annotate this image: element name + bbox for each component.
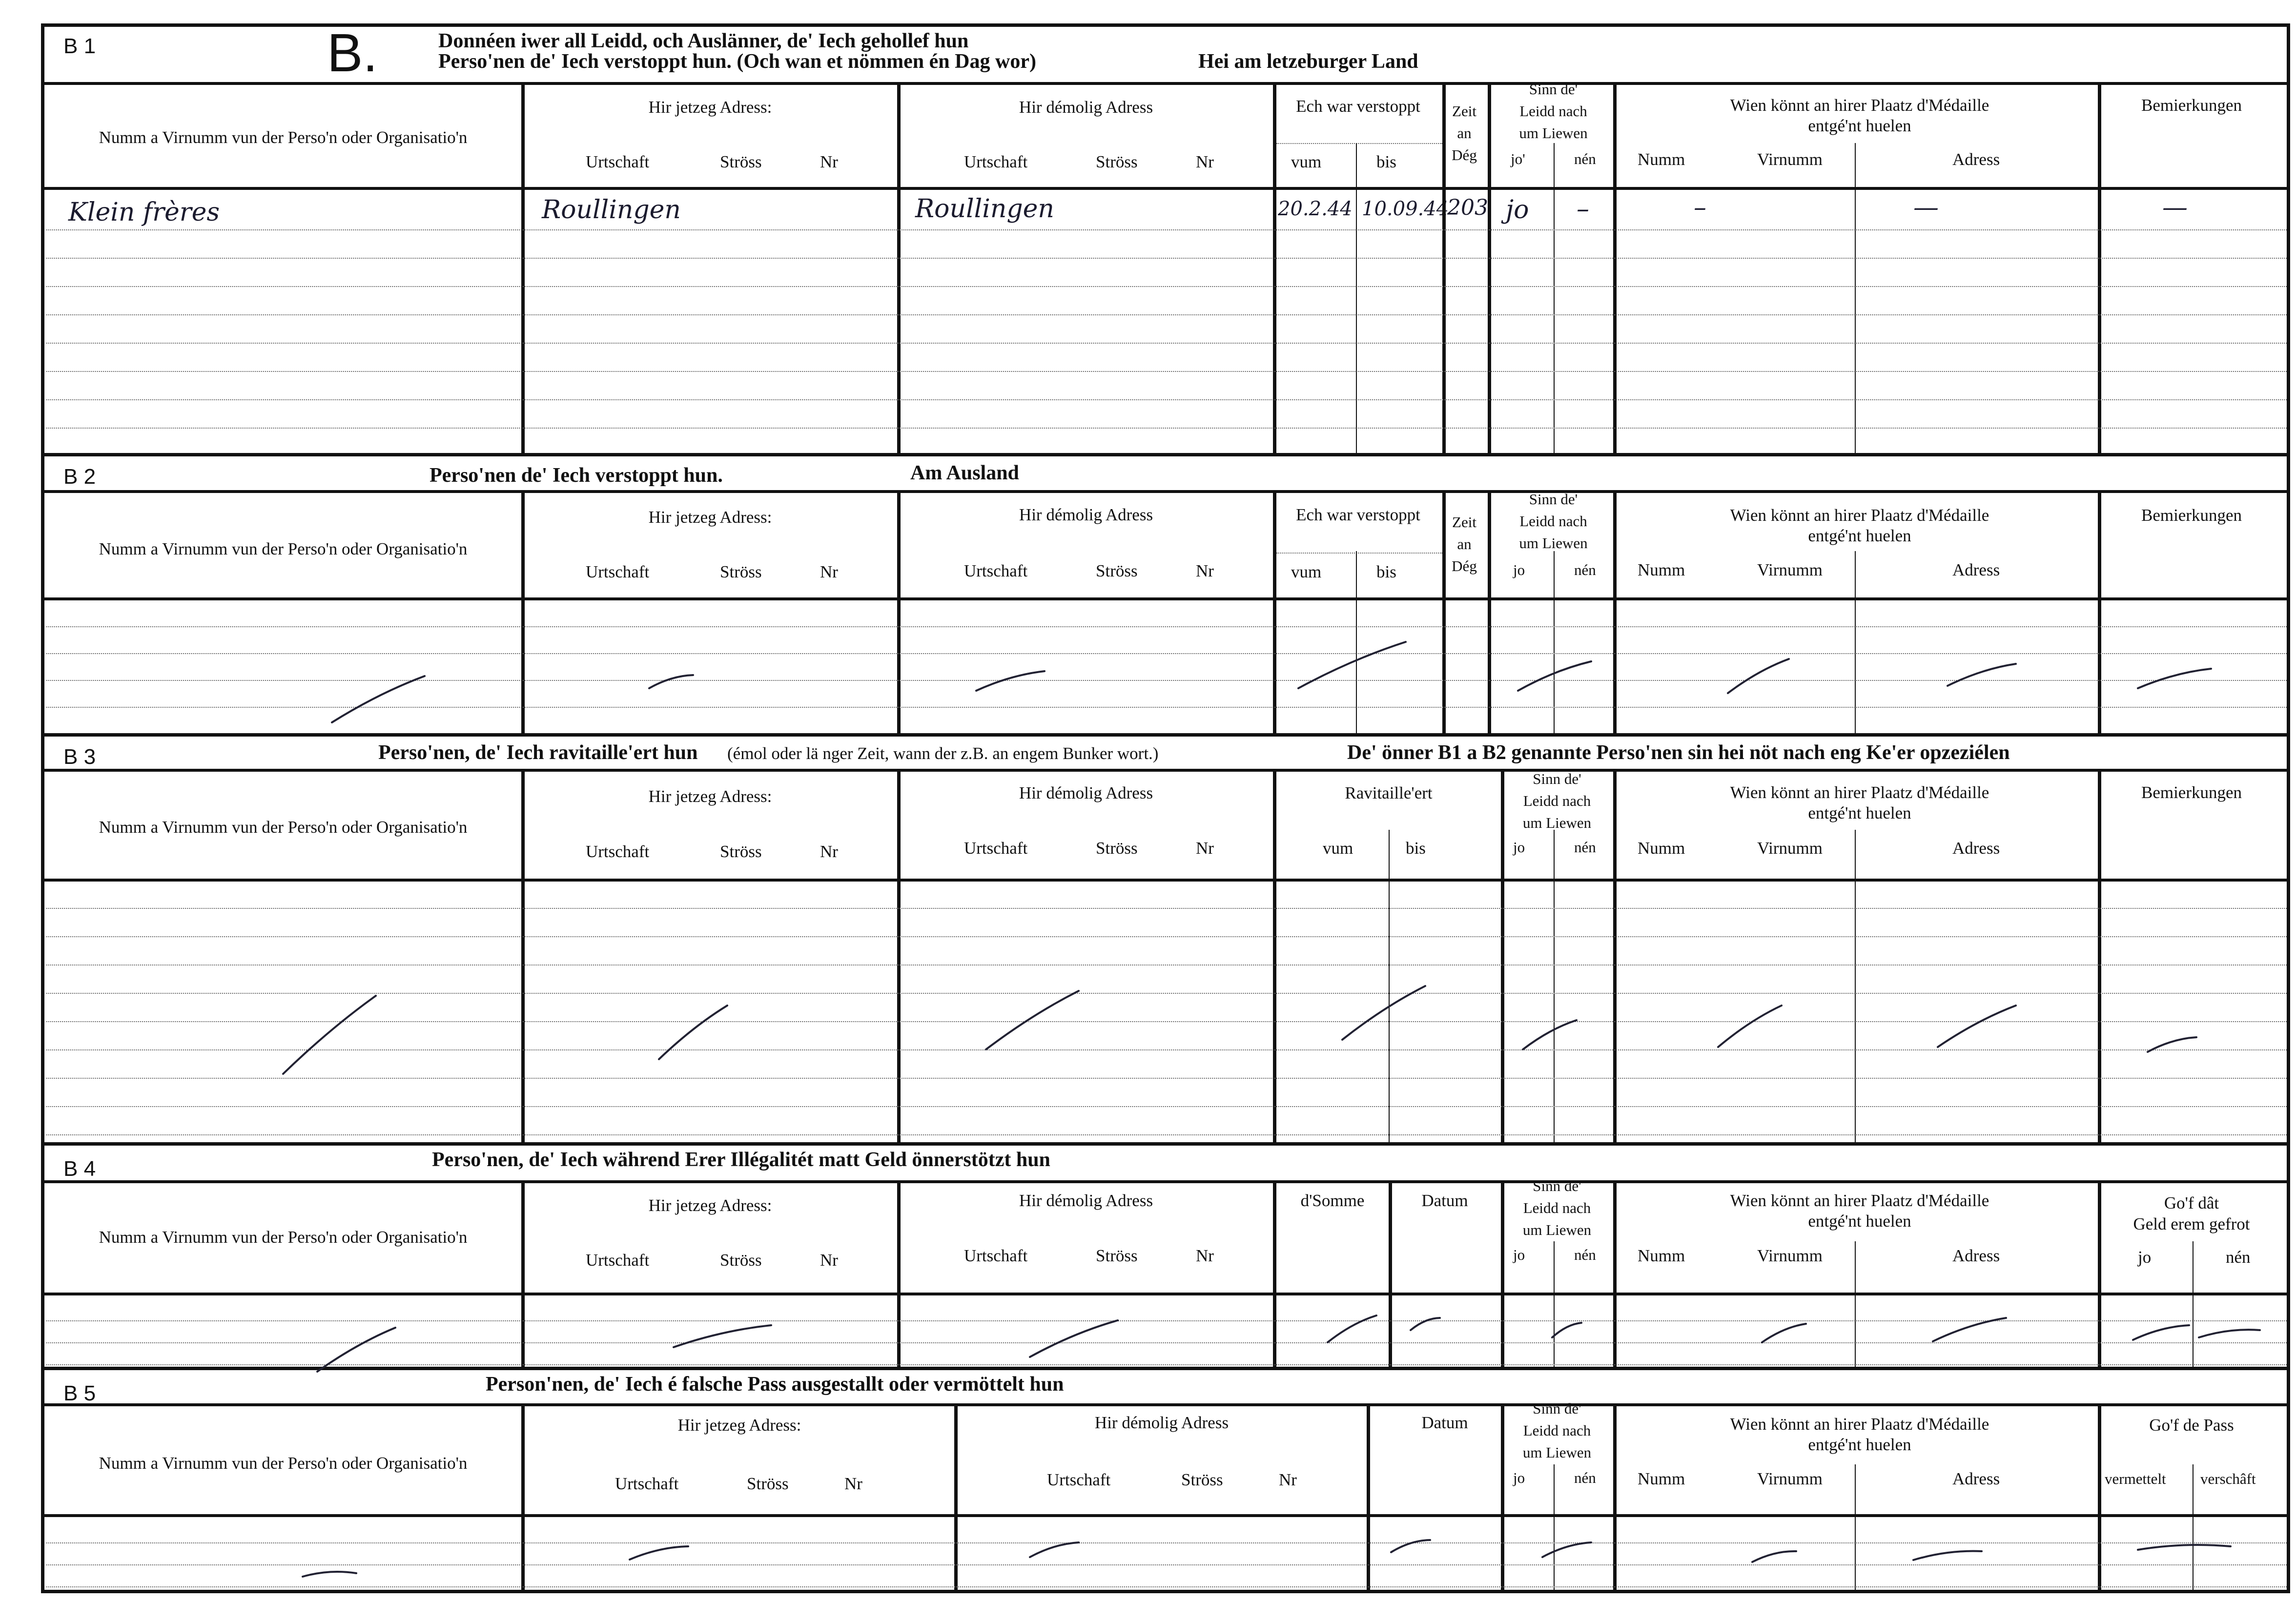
pen-stroke [1913,1551,1982,1560]
col-alive-header: Sinn de' [1533,1400,1581,1417]
pen-stroke [1328,1315,1376,1342]
col-street-header: Ströss [1096,1246,1138,1265]
pen-stroke [649,675,693,688]
col-street-header: Ströss [1096,561,1138,580]
pen-stroke [1542,1542,1591,1557]
col-name-header: Numm a Virnumm vun der Perso'n oder Organisatio'n [99,818,468,837]
col-to-header: bis [1406,839,1426,858]
col-m-name-header: Numm [1638,1246,1685,1265]
pen-stroke [1948,664,2016,686]
pen-stroke [1342,986,1425,1040]
col-yes-header: jo [1513,1469,1525,1486]
pen-stroke [1030,1320,1118,1357]
entry-days: 203 [1447,195,1488,220]
col-alive-header-3: um Liewen [1522,1221,1592,1238]
entry-yes: jo [1506,195,1529,225]
section-subtitle: Perso'nen de' Iech verstoppt hun. (Och wan et nömmen én Dag wor) [438,50,1036,73]
col-name-header: Numm a Virnumm vun der Perso'n oder Organisatio'n [99,1228,468,1247]
col-name-header: Numm a Virnumm vun der Perso'n oder Organisatio'n [99,539,468,558]
entry-medal-addr: — [1913,193,1939,222]
pen-stroke [283,996,376,1074]
col-nr-header: Nr [1196,839,1214,858]
col-m-first-header: Virnumm [1757,1469,1823,1488]
section-note-2: De' önner B1 a B2 genannte Perso'nen sin hei nöt nach eng Ke'er opzeziélen [1347,741,2010,764]
col-medal-header: Wien könnt an hirer Plaatz d'Médaille [1730,1191,1989,1210]
col-place-header: Urtschaft [586,842,650,861]
col-time-header: Zeit [1452,103,1476,120]
col-time-header-3: Dég [1452,146,1477,164]
section-id: B 2 [63,465,96,489]
section-id: B 4 [63,1157,96,1181]
col-from-header: vum [1291,152,1322,171]
col-pass-mediated-header: vermettelt [2105,1470,2166,1487]
pen-stroke [1391,1540,1430,1552]
pen-stroke [1938,1006,2016,1047]
col-from-header: vum [1291,562,1322,581]
entry-no: – [1577,194,1589,224]
col-name-header: Numm a Virnumm vun der Perso'n oder Organisatio'n [99,128,468,147]
pen-stroke [630,1546,688,1560]
pen-stroke [2138,669,2211,688]
col-time-header-3: Dég [1452,557,1477,575]
pen-stroke [2148,1037,2196,1052]
col-alive-header-3: um Liewen [1522,814,1592,831]
col-m-name-header: Numm [1638,150,1685,169]
col-nr-header: Nr [820,1251,838,1270]
entry-name: Klein frères [68,198,220,227]
col-addr-then-header: Hir démolig Adress [1019,98,1153,117]
col-alive-header: Sinn de' [1529,491,1578,508]
col-remarks-header: Bemierkungen [2141,783,2242,802]
col-m-first-header: Virnumm [1757,560,1823,579]
col-nr-header: Nr [844,1474,862,1493]
col-supplied-header: Ravitaille'ert [1345,783,1433,802]
col-gift-header: Go'f dât [2164,1193,2219,1212]
col-alive-header-3: um Liewen [1519,124,1588,142]
col-nr-header: Nr [1196,561,1214,580]
pen-stroke [976,671,1045,691]
col-addr-now-header: Hir jetzeg Adress: [648,787,772,806]
col-alive-header-2: Leidd nach [1523,1199,1591,1216]
section-title: Person'nen, de' Iech é falsche Pass ausgestallt oder vermöttelt hun [486,1373,1064,1396]
form-letter: B. [327,23,378,83]
col-street-header: Ströss [747,1474,789,1493]
col-nr-header: Nr [820,152,838,171]
col-m-addr-header: Adress [1952,839,2000,858]
col-hidden-header: Ech war verstoppt [1296,505,1420,524]
col-place-header: Urtschaft [586,1251,650,1270]
col-street-header: Ströss [1096,839,1138,858]
entry-to: 10.09.44 [1362,198,1449,220]
pen-stroke [332,676,425,722]
col-m-name-header: Numm [1638,560,1685,579]
pen-stroke [1718,1006,1782,1047]
col-m-addr-header: Adress [1952,1469,2000,1488]
pen-stroke [1762,1324,1806,1342]
col-m-name-header: Numm [1638,839,1685,858]
col-no-header: nén [1574,150,1596,167]
col-place-header: Urtschaft [586,562,650,581]
col-nr-header: Nr [820,562,838,581]
col-m-first-header: Virnumm [1757,1246,1823,1265]
col-alive-header-3: um Liewen [1522,1444,1592,1461]
col-alive-header-2: Leidd nach [1523,792,1591,809]
col-street-header: Ströss [720,152,762,171]
col-street-header: Ströss [1096,152,1138,171]
col-gift-no-header: nén [2226,1248,2251,1267]
col-street-header: Ströss [720,1251,762,1270]
col-pass-header: Go'f de Pass [2149,1416,2234,1435]
section-location: Hei am letzeburger Land [1198,50,1418,73]
col-yes-header: jo [1513,561,1525,578]
col-yes-header: jo [1513,839,1525,856]
pen-stroke [1933,1318,2006,1341]
col-m-addr-header: Adress [1952,1246,2000,1265]
col-medal-header-2: entgé'nt huelen [1808,116,1911,135]
col-place-header: Urtschaft [586,152,650,171]
col-m-name-header: Numm [1638,1469,1685,1488]
col-addr-then-header: Hir démolig Adress [1019,1191,1153,1210]
pen-stroke [2133,1325,2189,1340]
col-addr-now-header: Hir jetzeg Adress: [677,1416,801,1435]
pen-stroke [1523,1020,1577,1049]
col-remarks-header: Bemierkungen [2141,96,2242,115]
col-medal-header: Wien könnt an hirer Plaatz d'Médaille [1730,783,1989,802]
col-medal-header-2: entgé'nt huelen [1808,803,1911,822]
col-addr-then-header: Hir démolig Adress [1094,1413,1229,1432]
col-pass-obtained-header: verschâft [2200,1470,2256,1487]
pen-stroke [2138,1545,2231,1550]
col-addr-now-header: Hir jetzeg Adress: [648,1196,772,1215]
pen-stroke [1518,661,1591,691]
col-time-header-2: an [1457,535,1472,553]
col-medal-header-2: entgé'nt huelen [1808,1212,1911,1231]
section-id: B 1 [63,34,96,58]
col-street-header: Ströss [720,562,762,581]
col-yes-header: jo [1513,1246,1525,1263]
pen-stroke [659,1006,727,1059]
col-to-header: bis [1376,562,1396,581]
entry-medal-name: – [1694,193,1706,222]
col-no-header: nén [1574,1246,1596,1263]
section-note: (émol oder lä nger Zeit, wann der z.B. an engem Bunker wort.) [727,744,1159,763]
pen-stroke [2199,1330,2260,1337]
entry-from: 20.2.44 [1278,198,1353,220]
pen-stroke [674,1325,771,1347]
col-remarks-header: Bemierkungen [2141,506,2242,525]
pen-stroke [1030,1542,1079,1557]
entry-addr-now: Roullingen [542,195,681,225]
col-from-header: vum [1323,839,1353,858]
col-date-header: Datum [1421,1191,1468,1210]
pen-stroke [1752,1551,1796,1562]
col-no-header: nén [1574,561,1596,578]
col-date-header: Datum [1421,1413,1468,1432]
col-nr-header: Nr [820,842,838,861]
col-no-header: nén [1574,1469,1596,1486]
col-time-header: Zeit [1452,513,1476,531]
col-place-header: Urtschaft [964,839,1028,858]
col-alive-header: Sinn de' [1533,770,1581,787]
col-medal-header-2: entgé'nt huelen [1808,526,1911,545]
col-place-header: Urtschaft [964,1246,1028,1265]
pen-stroke [1298,642,1406,688]
col-nr-header: Nr [1196,1246,1214,1265]
section-location: Am Ausland [910,462,1019,484]
section-title: Perso'nen, de' Iech ravitaille'ert hun [378,741,698,764]
col-name-header: Numm a Virnumm vun der Perso'n oder Organisatio'n [99,1454,468,1473]
col-alive-header-2: Leidd nach [1523,1422,1591,1439]
col-hidden-header: Ech war verstoppt [1296,97,1420,116]
col-medal-header-2: entgé'nt huelen [1808,1435,1911,1454]
pen-stroke [1728,659,1789,693]
col-addr-now-header: Hir jetzeg Adress: [648,508,772,527]
col-alive-header: Sinn de' [1533,1177,1581,1194]
col-yes-header: jo' [1511,150,1525,167]
section-title: Perso'nen de' Iech verstoppt hun. [430,464,723,487]
col-nr-header: Nr [1279,1470,1297,1489]
col-medal-header: Wien könnt an hirer Plaatz d'Médaille [1730,1415,1989,1434]
col-place-header: Urtschaft [1047,1470,1111,1489]
pen-stroke [1552,1323,1581,1337]
col-time-header-2: an [1457,124,1472,142]
pen-stroke [317,1328,395,1372]
pen-stroke [1411,1318,1440,1330]
pen-stroke [303,1572,356,1577]
col-alive-header-3: um Liewen [1519,534,1588,552]
col-street-header: Ströss [1181,1470,1223,1489]
col-addr-then-header: Hir démolig Adress [1019,783,1153,802]
section-id: B 3 [63,745,96,769]
col-addr-then-header: Hir démolig Adress [1019,505,1153,524]
col-place-header: Urtschaft [964,561,1028,580]
col-gift-yes-header: jo [2138,1248,2152,1267]
col-alive-header-2: Leidd nach [1519,103,1587,120]
col-alive-header-2: Leidd nach [1519,513,1587,530]
col-m-addr-header: Adress [1952,150,2000,169]
col-medal-header: Wien könnt an hirer Plaatz d'Médaille [1730,506,1989,525]
col-medal-header: Wien könnt an hirer Plaatz d'Médaille [1730,96,1989,115]
col-place-header: Urtschaft [964,152,1028,171]
col-m-addr-header: Adress [1952,560,2000,579]
col-alive-header: Sinn de' [1529,81,1578,98]
entry-remarks: — [2162,193,2188,222]
section-id: B 5 [63,1381,96,1405]
col-no-header: nén [1574,839,1596,856]
section-title: Donnéen iwer all Leidd, och Auslänner, de' Iech gehollef hun [438,30,969,52]
col-street-header: Ströss [720,842,762,861]
entry-addr-then: Roullingen [915,194,1054,224]
col-gift-header-2: Geld erem gefrot [2133,1214,2250,1233]
col-place-header: Urtschaft [615,1474,679,1493]
pen-stroke [986,991,1079,1049]
col-m-first-header: Virnumm [1757,150,1823,169]
section-title: Perso'nen, de' Iech während Erer Illégalitét matt Geld önnerstötzt hun [432,1149,1050,1171]
col-sum-header: d'Somme [1300,1191,1365,1210]
col-nr-header: Nr [1196,152,1214,171]
col-m-first-header: Virnumm [1757,839,1823,858]
col-addr-now-header: Hir jetzeg Adress: [648,98,772,117]
col-to-header: bis [1376,152,1396,171]
